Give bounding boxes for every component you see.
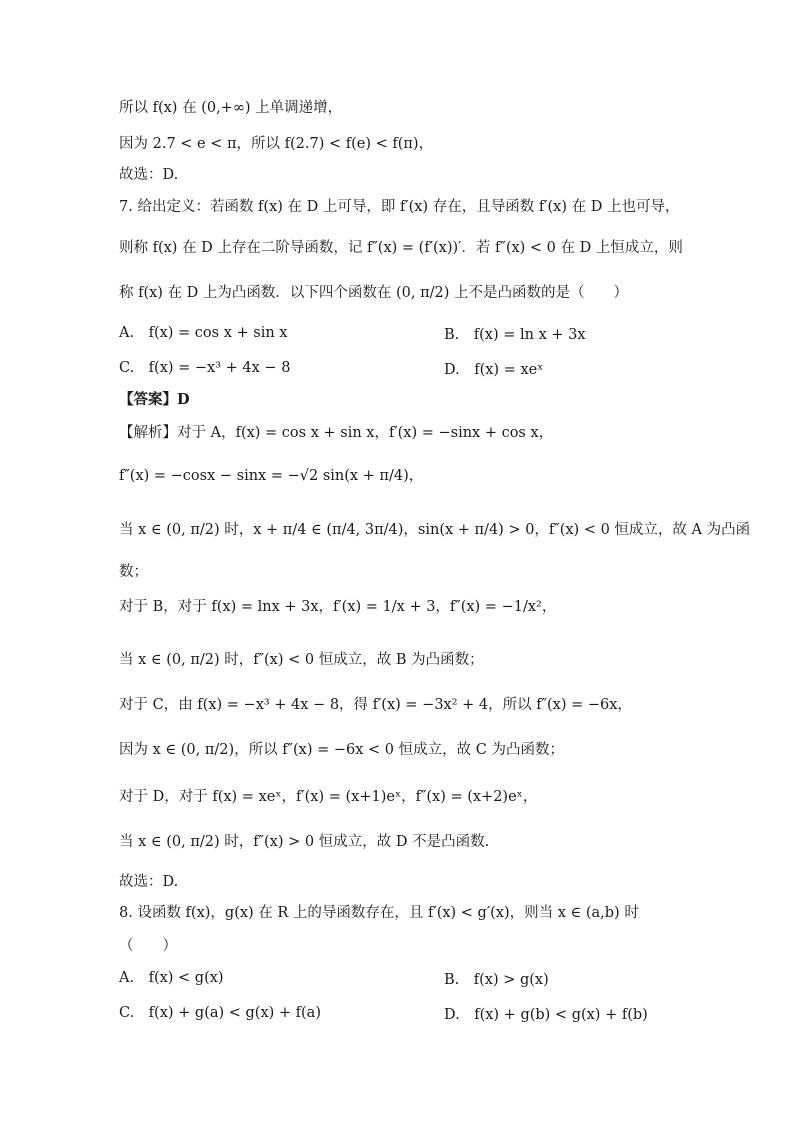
- question-8-stem: 8. 设函数 f(x)，g(x) 在 R 上的导函数存在，且 f′(x) < g′(x)，则当 x ∈ (a,b) 时: [119, 905, 639, 921]
- analysis-line: 数；: [119, 564, 148, 580]
- analysis-line: 【解析】对于 A，f(x) = cos x + sin x，f′(x) = −sinx + cos x，: [119, 425, 554, 441]
- analysis-line: 对于 B，对于 f(x) = lnx + 3x，f′(x) = 1/x + 3，f″(x) = −1/x²，: [119, 599, 557, 615]
- option-a: A. f(x) = cos x + sin x: [119, 325, 288, 341]
- text-line: 所以 f(x) 在 (0,+∞) 上单调递增，: [119, 100, 343, 116]
- option-d: D. f(x) + g(b) < g(x) + f(b): [444, 1007, 648, 1023]
- analysis-line: 当 x ∈ (0, π/2) 时，f″(x) > 0 恒成立，故 D 不是凸函数.: [119, 834, 490, 850]
- text-line: 因为 2.7 < e < π，所以 f(2.7) < f(e) < f(π)，: [119, 136, 434, 152]
- question-7-stem: 7. 给出定义：若函数 f(x) 在 D 上可导，即 f′(x) 存在，且导函数 f′(x) 在 D 上也可导，: [119, 199, 680, 215]
- option-a: A. f(x) < g(x): [119, 970, 224, 986]
- text-line: 故选：D.: [119, 167, 179, 183]
- analysis-line: 当 x ∈ (0, π/2) 时，x + π/4 ∈ (π/4, 3π/4)，sin(x + π/4) > 0，f″(x) < 0 恒成立，故 A 为凸函: [119, 522, 751, 538]
- analysis-line: 因为 x ∈ (0, π/2)，所以 f″(x) = −6x < 0 恒成立，故 C 为凸函数；: [119, 742, 564, 758]
- analysis-line: f″(x) = −cosx − sinx = −√2 sin(x + π/4)，: [119, 468, 424, 484]
- analysis-line: 故选：D.: [119, 874, 179, 890]
- option-d: D. f(x) = xeˣ: [444, 362, 544, 378]
- analysis-line: 当 x ∈ (0, π/2) 时，f″(x) < 0 恒成立，故 B 为凸函数；: [119, 652, 484, 668]
- option-c: C. f(x) = −x³ + 4x − 8: [119, 360, 291, 376]
- answer-label: 【答案】D: [119, 391, 190, 408]
- analysis-line: 对于 D，对于 f(x) = xeˣ，f′(x) = (x+1)eˣ，f″(x) = (x+2)eˣ，: [119, 789, 538, 805]
- option-c: C. f(x) + g(a) < g(x) + f(a): [119, 1005, 321, 1021]
- option-b: B. f(x) > g(x): [444, 972, 549, 988]
- question-7-stem: 则称 f(x) 在 D 上存在二阶导函数，记 f″(x) = (f′(x))′．若 f″(x) < 0 在 D 上恒成立，则: [119, 240, 683, 256]
- option-b: B. f(x) = ln x + 3x: [444, 327, 586, 343]
- analysis-line: 对于 C，由 f(x) = −x³ + 4x − 8，得 f′(x) = −3x² + 4，所以 f″(x) = −6x，: [119, 697, 632, 713]
- question-7-stem: 称 f(x) 在 D 上为凸函数．以下四个函数在 (0, π/2) 上不是凸函数的是（ ）: [119, 285, 629, 301]
- question-8-paren: （ ）: [119, 938, 177, 954]
